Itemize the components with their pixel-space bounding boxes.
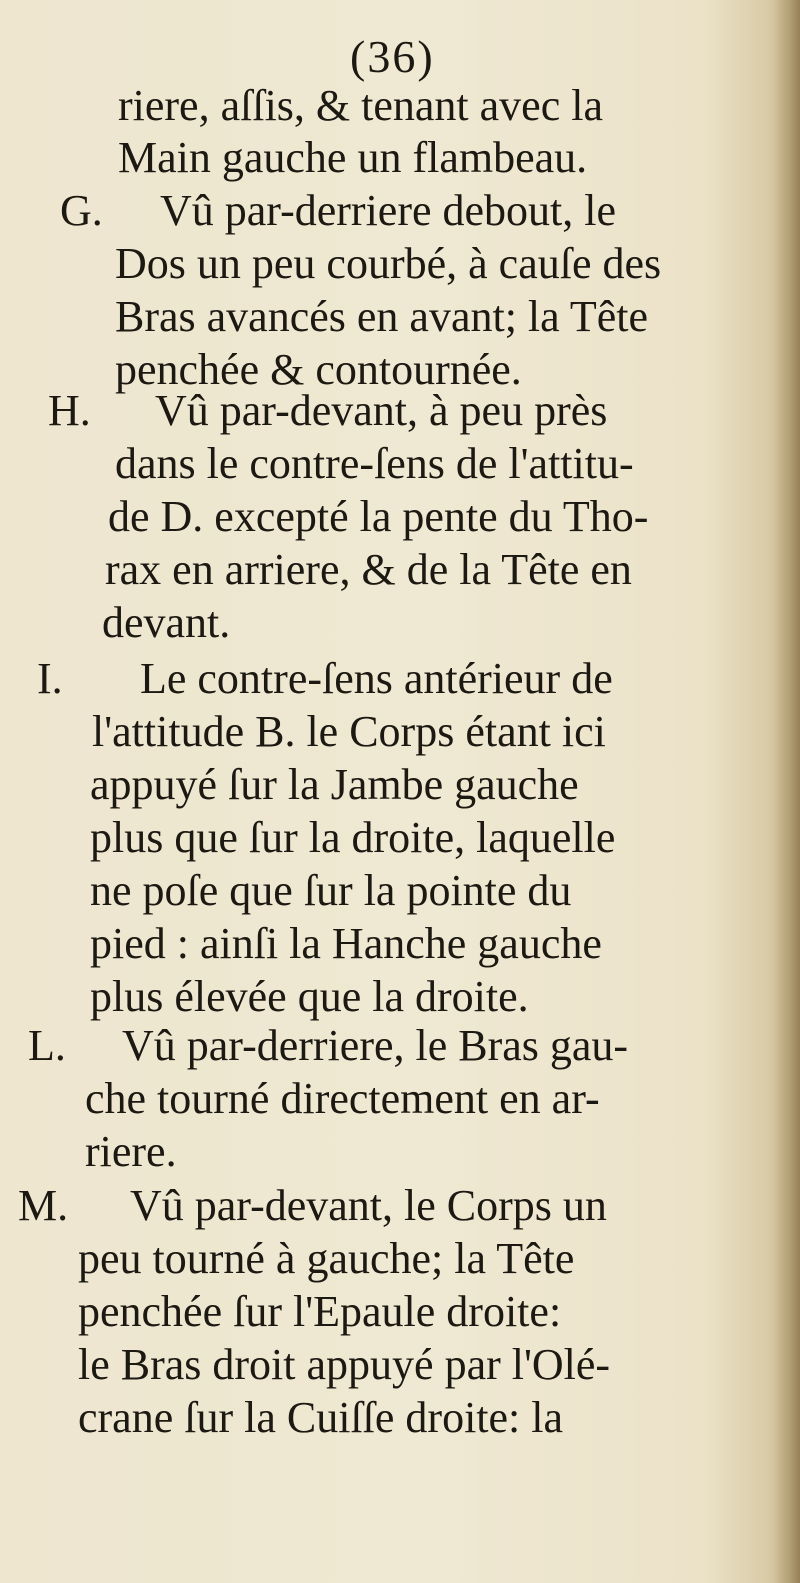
entry-letter-i: I. xyxy=(37,654,63,703)
text-line: Vû par-devant, le Corps un xyxy=(130,1181,607,1230)
text-line: Vû par-derriere debout, le xyxy=(160,186,617,235)
text-line: dans le contre-ſens de l'attitu- xyxy=(115,439,634,488)
text-line: che tourné directement en ar- xyxy=(85,1074,600,1123)
text-line: peu tourné à gauche; la Tête xyxy=(78,1234,575,1283)
text-line: penchée ſur l'Epaule droite: xyxy=(78,1287,562,1336)
text-line: Vû par-derriere, le Bras gau- xyxy=(122,1021,629,1070)
entry-letter-h: H. xyxy=(48,386,91,435)
text-line: Le contre-ſens antérieur de xyxy=(140,654,613,703)
text-line: Bras avancés en avant; la Tête xyxy=(115,292,649,341)
text-line: appuyé ſur la Jambe gauche xyxy=(90,760,579,809)
text-line: crane ſur la Cuiſſe droite: la xyxy=(78,1393,564,1442)
text-line: riere, aſſis, & tenant avec la xyxy=(118,81,603,130)
page-gutter-shadow xyxy=(774,0,800,1583)
text-line: ne poſe que ſur la pointe du xyxy=(90,866,572,915)
page-number: (36) xyxy=(350,31,435,82)
text-line: plus élevée que la droite. xyxy=(90,972,529,1021)
text-line: Dos un peu courbé, à cauſe des xyxy=(115,239,662,288)
text-line: riere. xyxy=(85,1127,177,1176)
text-line: Vû par-devant, à peu près xyxy=(155,386,608,435)
entry-letter-m: M. xyxy=(18,1181,69,1230)
text-line: plus que ſur la droite, laquelle xyxy=(90,813,616,862)
entry-letter-g: G. xyxy=(60,186,103,235)
text-line: pied : ainſi la Hanche gauche xyxy=(90,919,602,968)
text-line: penchée & contournée. xyxy=(115,345,522,394)
text-line: de D. excepté la pente du Tho- xyxy=(108,492,649,541)
text-line: rax en arriere, & de la Tête en xyxy=(105,545,632,594)
text-line: le Bras droit appuyé par l'Olé- xyxy=(78,1340,611,1389)
text-line: devant. xyxy=(102,598,231,647)
text-line: Main gauche un flambeau. xyxy=(118,133,588,182)
entry-letter-l: L. xyxy=(28,1021,66,1070)
text-line: l'attitude B. le Corps étant ici xyxy=(92,707,606,756)
